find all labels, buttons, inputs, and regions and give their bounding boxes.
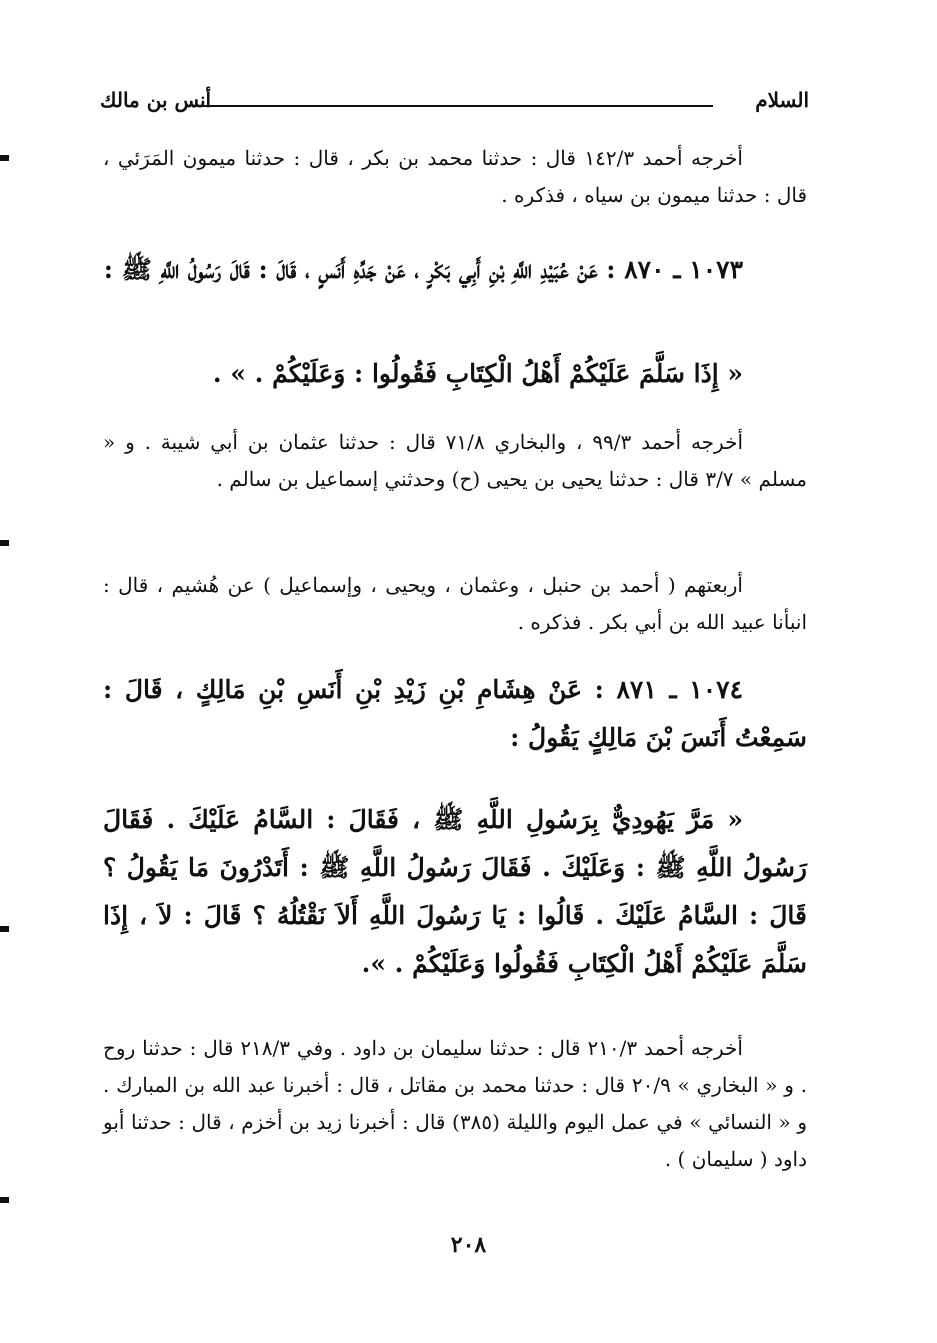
- chapter-title: السلام: [755, 88, 809, 112]
- takhrij-note: أخرجه أحمد ١٤٢/٣ قال : حدثنا محمد بن بكر ، قال : حدثنا ميمون المَرَئي ، قال : حدثنا ميمون بن سياه ، فذكره .: [103, 146, 807, 207]
- scan-edge-mark: [0, 540, 9, 546]
- takhrij-note: أخرجه أحمد ٩٩/٣ ، والبخاري ٧١/٨ قال : حدثنا عثمان بن أبي شيبة . و « مسلم » ٣/٧ قال : حدثنا يحيى بن يحيى (ح) وحدثني إسماعيل بن سالم .: [103, 430, 807, 491]
- hadith-text: « إِذَا سَلَّمَ عَلَيْكُمْ أَهْلُ الْكِتَابِ فَقُولُوا : وَعَلَيْكُمْ . » .: [212, 359, 743, 388]
- header-rule: [196, 105, 713, 107]
- scan-edge-mark: [0, 1197, 9, 1203]
- hadith-text: ١٠٧٤ ـ ٨٧١ : عَنْ هِشَامِ بْنِ زَيْدِ بْنِ أَنَسِ بْنِ مَالِكٍ ، قَالَ : سَمِعْتُ أَنَسَ بْنَ مَالِكٍ يَقُولُ :: [103, 675, 807, 752]
- scan-edge-mark: [0, 926, 9, 932]
- page-number: ٢٠٨: [450, 1232, 487, 1258]
- takhrij-note: أربعتهم ( أحمد بن حنبل ، وعثمان ، ويحيى ، وإسماعيل ) عن هُشيم ، قال : انبأنا عبيد الله بن أبي بكر . فذكره .: [103, 573, 807, 634]
- takhrij-note: أخرجه أحمد ٢١٠/٣ قال : حدثنا سليمان بن داود . وفي ٢١٨/٣ قال : حدثنا روح . و « البخاري » ٢٠/٩ قال : حدثنا محمد بن مقاتل ، قال : أخبرنا عبد الله بن المبارك . و « النسائي » في عمل اليوم والليلة (٣٨٥) قال : أخبرنا زيد بن أخزم ، قال : حدثنا أبو داود ( سليمان ) .: [103, 1036, 808, 1171]
- hadith-text: ١٠٧٣ ـ ٨٧٠ : عَنْ عُبَيْدِ اللَّهِ بْنِ أَبِي بَكْرٍ ، عَنْ جَدِّهِ أَنَسٍ ، قَالَ : قَالَ رَسُولُ اللَّهِ ﷺ :: [103, 255, 743, 284]
- running-header: [100, 86, 809, 120]
- scan-edge-mark: [0, 155, 9, 161]
- section-title: أنس بن مالك: [100, 88, 212, 112]
- hadith-text: « مَرَّ يَهُودِيٌّ بِرَسُولِ اللَّهِ ﷺ ، فَقَالَ : السَّامُ عَلَيْكَ . فَقَالَ رَسُولُ اللَّهِ ﷺ : وَعَلَيْكَ . فَقَالَ رَسُولُ اللَّهِ ﷺ : أَتَدْرُونَ مَا يَقُولُ ؟ قَالَ : السَّامُ عَلَيْكَ . قَالُوا : يَا رَسُولَ اللَّهِ أَلاَ نَقْتُلُهُ ؟ قَالَ : لاَ ، إِذَا سَلَّمَ عَلَيْكُمْ أَهْلُ الْكِتَابِ فَقُولُوا وَعَلَيْكُمْ . ».: [103, 805, 807, 978]
